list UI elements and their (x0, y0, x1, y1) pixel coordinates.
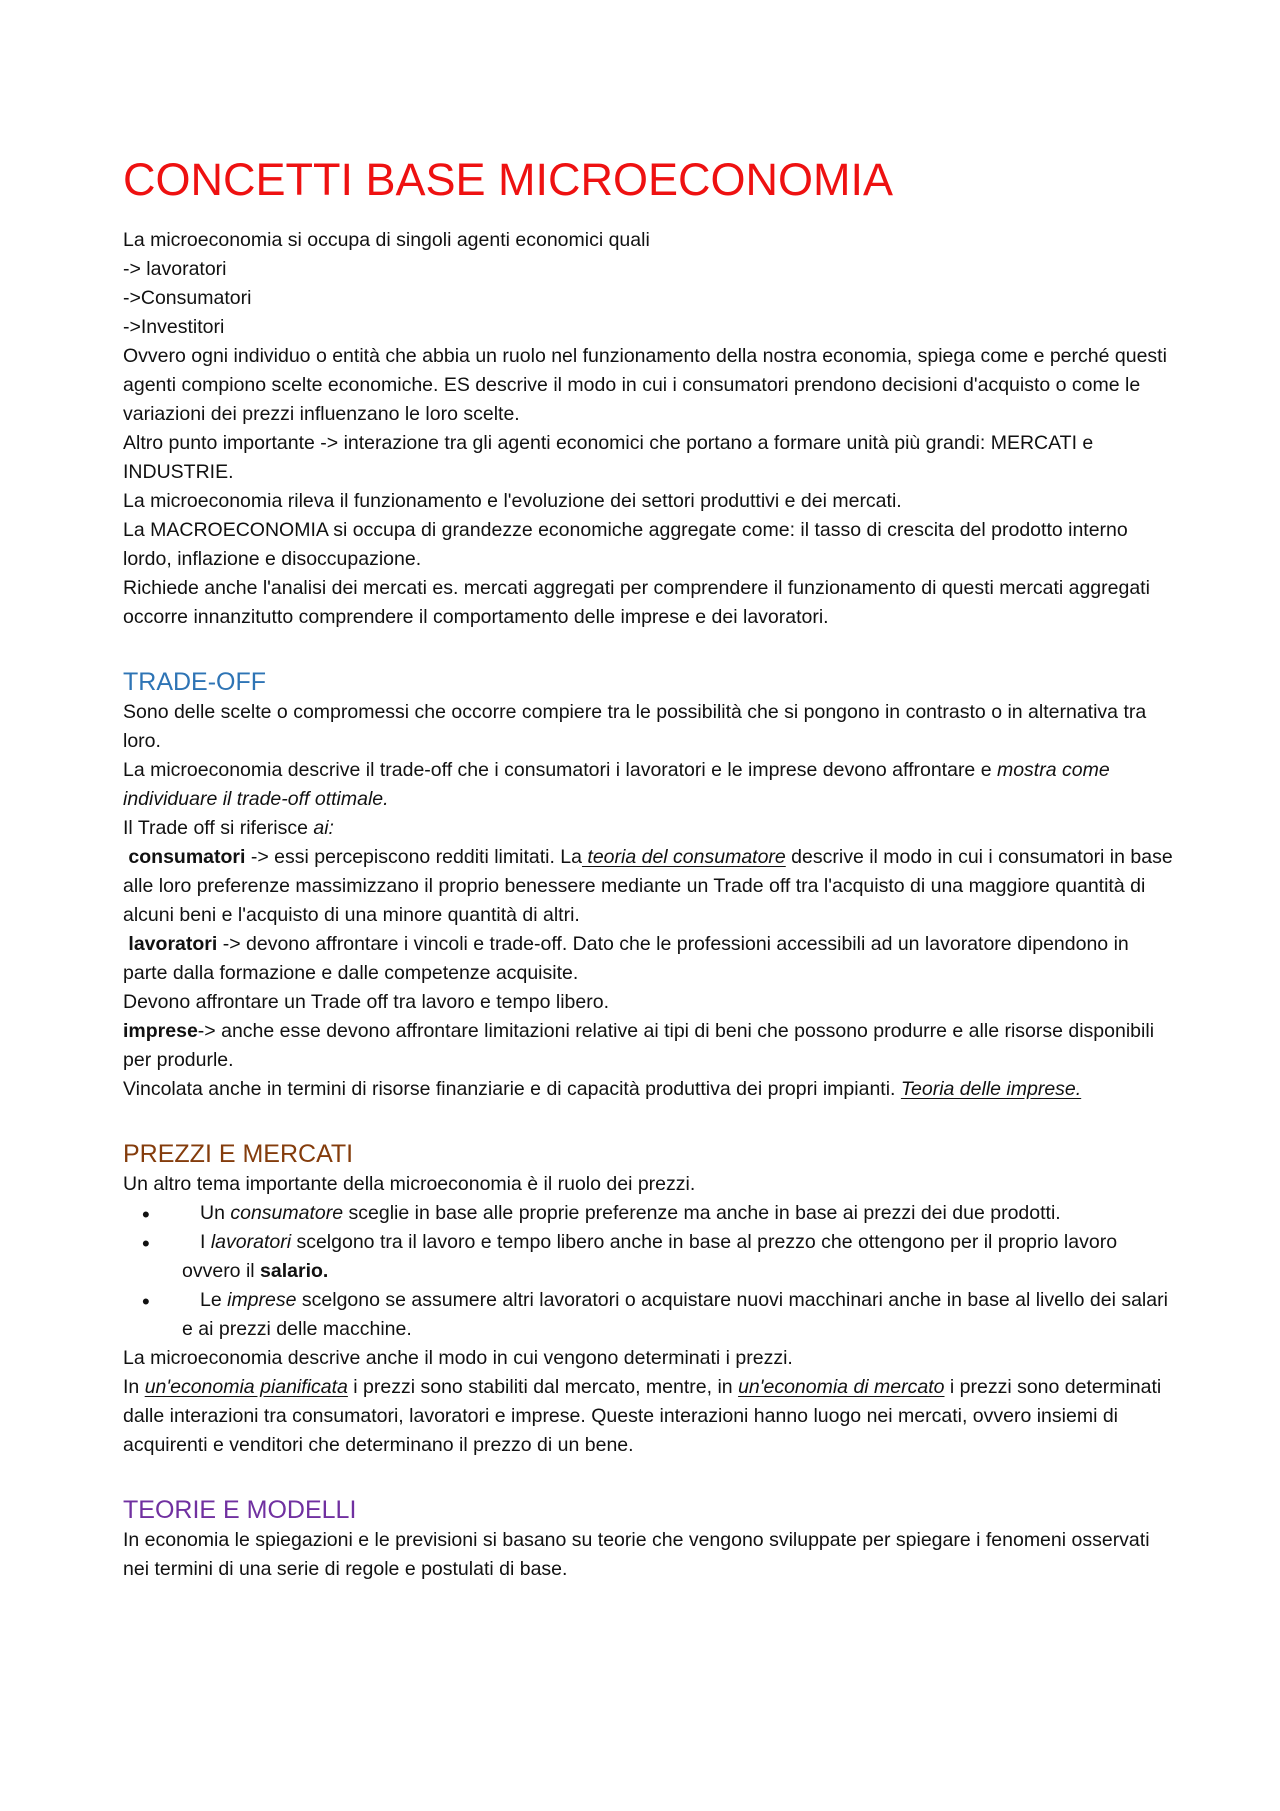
intro-line: ->Consumatori (123, 287, 252, 309)
bullet-icon: • (142, 1289, 150, 1314)
teorie-paragraph: In economia le spiegazioni e le previsioni si basano su teorie che vengono sviluppate per spiegare i fenomeni osservati nei termini di una serie di regole e postulati di base. (123, 1529, 1150, 1580)
intro-paragraph: La MACROECONOMIA si occupa di grandezze economiche aggregate come: il tasso di crescita del prodotto interno lordo, inflazione e disoccupazione. (123, 519, 1128, 570)
list-item: • I lavoratori scelgono tra il lavoro e tempo libero anche in base al prezzo che ottengono per il proprio lavoro ovvero il salario. (142, 1231, 1118, 1282)
prezzi-bullet-list (123, 1199, 1173, 1344)
prezzi-paragraph: In un'economia pianificata i prezzi sono stabiliti dal mercato, mentre, in un'economia di mercato i prezzi sono determinati dalle interazioni tra consumatori, lavoratori e imprese. Queste interazioni hanno luogo nei mercati, ovvero insiemi di acquirenti e venditori che determinano il prezzo di un bene. (123, 1376, 1162, 1456)
link-economia-pianificata: un'economia pianificata (144, 1376, 348, 1398)
tradeoff-section (123, 666, 1173, 1104)
prezzi-paragraph: La microeconomia descrive anche il modo in cui vengono determinati i prezzi. (123, 1347, 793, 1369)
tradeoff-imprese: imprese-> anche esse devono affrontare limitazioni relative ai tipi di beni che possono produrre e alle risorse disponibili per produrle. (123, 1020, 1155, 1071)
intro-line: La microeconomia si occupa di singoli agenti economici quali (123, 229, 650, 251)
intro-section (123, 226, 1173, 632)
intro-line: -> lavoratori (123, 258, 227, 280)
teorie-section (123, 1494, 1173, 1584)
prezzi-section (123, 1138, 1173, 1460)
link-economia-di-mercato: un'economia di mercato (738, 1376, 945, 1398)
tradeoff-heading: TRADE-OFF (123, 668, 267, 696)
intro-paragraph: Richiede anche l'analisi dei mercati es. mercati aggregati per comprendere il funzionamento di questi mercati aggregati occorre innanzitutto comprendere il comportamento delle imprese e dei lavoratori. (123, 577, 1150, 628)
page-title: CONCETTI BASE MICROECONOMIA (123, 154, 894, 205)
link-teoria-imprese: Teoria delle imprese. (900, 1078, 1082, 1100)
tradeoff-paragraph: La microeconomia descrive il trade-off che i consumatori i lavoratori e le imprese devono affrontare e mostra come individuare il trade-off ottimale. (123, 759, 1110, 810)
tradeoff-consumatori: consumatori -> essi percepiscono redditi limitati. La teoria del consumatore descrive il modo in cui i consumatori in base alle loro preferenze massimizzano il proprio benessere mediante un Trade off tra l'acquisto di una maggiore quantità di alcuni beni e l'acquisto di una minore quantità di altri. (123, 846, 1173, 926)
tradeoff-paragraph: Il Trade off si riferisce ai: (123, 817, 334, 839)
list-item: • Un consumatore sceglie in base alle proprie preferenze ma anche in base ai prezzi dei due prodotti. (142, 1202, 1061, 1227)
intro-paragraph: Altro punto importante -> interazione tra gli agenti economici che portano a formare unità più grandi: MERCATI e INDUSTRIE. (123, 432, 1094, 483)
document-body (123, 150, 1173, 1584)
intro-paragraph: La microeconomia rileva il funzionamento e l'evoluzione dei settori produttivi e dei mercati. (123, 490, 902, 512)
teorie-heading: TEORIE E MODELLI (123, 1496, 357, 1524)
prezzi-heading: PREZZI E MERCATI (123, 1140, 354, 1168)
tradeoff-paragraph: Devono affrontare un Trade off tra lavoro e tempo libero. (123, 991, 609, 1013)
tradeoff-paragraph: Vincolata anche in termini di risorse finanziarie e di capacità produttiva dei propri impianti. Teoria delle imprese. (123, 1078, 1082, 1100)
intro-paragraph: Ovvero ogni individuo o entità che abbia un ruolo nel funzionamento della nostra economia, spiega come e perché questi agenti compiono scelte economiche. ES descrive il modo in cui i consumatori prendono decisioni d'acquisto o come le variazioni dei prezzi influenzano le loro scelte. (123, 345, 1167, 425)
prezzi-paragraph: Un altro tema importante della microeconomia è il ruolo dei prezzi. (123, 1173, 696, 1195)
link-teoria-consumatore: teoria del consumatore (581, 846, 786, 868)
tradeoff-paragraph: Sono delle scelte o compromessi che occorre compiere tra le possibilità che si pongono in contrasto o in alternativa tra loro. (123, 701, 1147, 752)
list-item: • Le imprese scelgono se assumere altri lavoratori o acquistare nuovi macchinari anche in base al livello dei salari e ai prezzi delle macchine. (142, 1289, 1168, 1340)
bullet-icon: • (142, 1231, 150, 1256)
intro-line: ->Investitori (123, 316, 225, 338)
tradeoff-lavoratori: lavoratori -> devono affrontare i vincoli e trade-off. Dato che le professioni accessibili ad un lavoratore dipendono in parte dalla formazione e dalle competenze acquisite. (123, 933, 1129, 984)
bullet-icon: • (142, 1202, 150, 1227)
